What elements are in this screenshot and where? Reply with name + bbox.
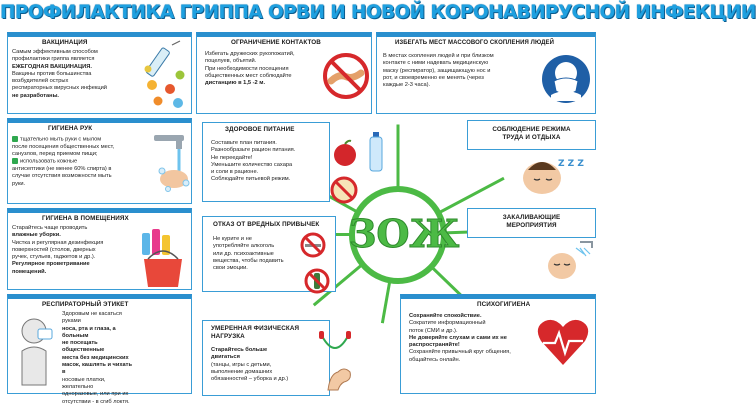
check-icon: [12, 158, 18, 164]
text-line: влажные уборки.: [12, 232, 61, 239]
poster-title: ПРОФИЛАКТИКА ГРИППА ОРВИ И НОВОЙ КОРОНАВИРУСНОЙ ИНФЕКЦИИ: [0, 2, 756, 23]
text-line: (танцы, игры с детьми,: [211, 361, 272, 368]
text-line: Составьте план питания.: [211, 140, 277, 146]
card-heading: ИЗБЕГАТЬ МЕСТ МАССОВОГО СКОПЛЕНИЯ ЛЮДЕЙ: [395, 40, 555, 46]
sleeping-face-icon: [520, 152, 584, 196]
card-regime: [467, 120, 596, 150]
card-heading-line: НАГРУЗКА: [211, 333, 245, 340]
apple-icon: [330, 138, 360, 168]
text-line: ЕЖЕГОДНАЯ ВАКЦИНАЦИЯ.: [12, 63, 92, 70]
text-line: распространяйте!: [409, 342, 460, 349]
syringe-virus-icon: [140, 41, 192, 113]
text-line: Не доверяйте слухам и сами их не: [409, 334, 507, 341]
card-text: [8, 223, 132, 276]
card-heading-line: ТРУДА И ОТДЫХА: [502, 134, 561, 141]
text-line: отсутствии - в сгиб локтя.: [62, 398, 130, 405]
text-line: свои эмоции.: [213, 265, 248, 272]
card-heading: ОТКАЗ ОТ ВРЕДНЫХ ПРИВЫЧЕК: [213, 221, 320, 228]
heart-pulse-icon: [535, 313, 591, 369]
text-line: общественных мест соблюдайте: [205, 72, 292, 79]
text-line: маску (респиратор), защищающую нос и: [383, 67, 491, 74]
text-line: Сохраняйте спокойствие.: [409, 313, 482, 319]
text-span: использовать кожные: [20, 158, 78, 165]
card-heading: ГИГИЕНА РУК: [48, 125, 93, 132]
text-line: поцелуев, объятий.: [205, 58, 257, 65]
text-line: ручек, стульев, гаджетов и др.).: [12, 254, 96, 261]
text-line: дистанцию в 1,5 -2 м.: [205, 80, 266, 87]
text-line: выполнение домашних: [211, 368, 273, 375]
card-vaccination: [7, 32, 192, 114]
card-text: [203, 341, 295, 383]
text-line: Регулярное проветривание: [12, 261, 90, 268]
card-text: [377, 47, 537, 89]
check-icon: [12, 136, 18, 142]
text-line: помещений.: [12, 268, 47, 275]
sneezing-person-icon: [12, 315, 60, 391]
text-line: рот, и своевременно ее менять (через: [383, 74, 484, 81]
text-line: поверхностей (столов, дверных: [12, 246, 96, 253]
text-line: [12, 158, 146, 166]
card-healthy-food: [202, 122, 330, 202]
text-line: санузлов, перед приемом пищи;: [12, 151, 98, 158]
text-line: руки.: [12, 180, 26, 187]
water-bottle-icon: [368, 132, 384, 172]
text-span: тщательно мыть руки с мылом: [20, 136, 102, 143]
text-line: не разработаны.: [12, 92, 60, 99]
face-mask-icon: [541, 51, 591, 107]
text-line: Старайтесь больше двигаться: [211, 347, 268, 361]
no-smoking-icon: [300, 232, 326, 258]
zzz-label: Z Z Z: [558, 159, 584, 169]
card-heading: РЕСПИРАТОРНЫЙ ЭТИКЕТ: [42, 301, 129, 308]
text-line: Самым эффективным способом: [12, 49, 98, 55]
text-line: Уменьшите количество сахара: [211, 161, 293, 168]
text-line: носовые платки, желательно: [62, 376, 106, 390]
text-line: вещества, чтобы подавить: [213, 257, 284, 264]
card-hardening: [467, 208, 596, 238]
card-psycho: [400, 294, 596, 394]
card-physical: [202, 320, 330, 396]
card-heading: ПСИХОГИГИЕНА: [477, 301, 531, 308]
card-heading: ВАКЦИНАЦИЯ: [42, 39, 88, 46]
no-junk-food-icon: [330, 176, 358, 204]
text-line: Вакцины против большинства: [12, 70, 92, 77]
card-text: [8, 133, 146, 188]
card-heading-line: УМЕРЕННАЯ ФИЗИЧЕСКАЯ: [211, 325, 300, 332]
card-contact-limit: [196, 32, 372, 114]
shower-person-icon: [540, 240, 596, 284]
text-line: Соблюдайте питьевой режим.: [211, 176, 291, 183]
text-line: случае отсутствия возможности мыть: [12, 173, 112, 180]
text-line: не посещать общественные: [62, 340, 105, 354]
card-text: [203, 229, 295, 272]
text-line: антисептики (не менее 60% спирта) в: [12, 166, 112, 173]
text-line: после посещения общественных мест,: [12, 143, 115, 150]
zozh-label: ЗОЖ: [349, 211, 460, 256]
bicep-icon: [324, 362, 354, 394]
text-line: поток (СМИ и др.).: [409, 327, 458, 334]
text-line: Сократите информационный: [409, 320, 486, 327]
card-text: [197, 47, 317, 87]
text-line: каждые 2-3 часа).: [383, 82, 431, 89]
text-line: Здоровым не касаться руками: [62, 311, 122, 325]
card-resp-etiquette: [7, 294, 192, 405]
text-line: употребляйте алкоголь: [213, 243, 275, 250]
text-line: и соли в рационе.: [211, 169, 259, 176]
text-line: профилактики гриппа является: [12, 56, 95, 63]
text-line: носа, рта и глаза, а больным: [62, 325, 116, 339]
text-line: Разнообразьте рацион питания.: [211, 147, 296, 154]
card-text: [401, 309, 531, 364]
text-line: В местах скопления людей и при близком: [383, 53, 494, 59]
card-avoid-crowds: [376, 32, 596, 114]
text-line: возбудителей острых: [12, 78, 69, 85]
card-text: [8, 47, 136, 100]
cleaning-bucket-icon: [136, 225, 190, 291]
card-hand-hygiene: [7, 118, 192, 204]
no-alcohol-icon: [304, 268, 330, 294]
text-line: обязанностей – уборка и др.): [211, 376, 289, 383]
text-line: места без медицинских: [62, 354, 129, 361]
card-text: [203, 134, 329, 184]
card-heading-line: МЕРОПРИЯТИЯ: [506, 222, 557, 229]
text-line: Старайтесь чаще проводить: [12, 225, 88, 231]
text-line: контакте с ними надевать медицинскую: [383, 60, 489, 67]
card-heading: ОГРАНИЧЕНИЕ КОНТАКТОВ: [231, 39, 321, 46]
faucet-handwash-icon: [148, 131, 192, 201]
jump-rope-icon: [318, 330, 352, 360]
card-heading-line: ЗАКАЛИВАЮЩИЕ: [502, 214, 561, 221]
text-line: Не переедайте!: [211, 154, 253, 161]
text-line: Сохраняйте привычный круг общения,: [409, 349, 511, 356]
text-line: При необходимости посещения: [205, 65, 289, 72]
text-line: Чистка и регулярная дезинфекция: [12, 239, 104, 246]
card-heading-line: СОБЛЮДЕНИЕ РЕЖИМА: [492, 126, 571, 133]
text-line: респираторных вирусных инфекций: [12, 85, 107, 92]
card-room-hygiene: [7, 208, 192, 290]
text-line: общайтесь онлайн.: [409, 356, 461, 363]
text-line: одноразовые, или при их: [62, 391, 129, 398]
text-line: Не курите и не: [213, 236, 252, 242]
no-handshake-icon: [323, 51, 369, 101]
card-heading: ГИГИЕНА В ПОМЕЩЕНИЯХ: [42, 215, 129, 222]
text-line: или др. психоактивные: [213, 250, 274, 257]
text-line: Избегать дружеских рукопожатий,: [205, 51, 295, 57]
text-line: масок, кашлять и чихать в: [62, 362, 132, 376]
card-heading: ЗДОРОВОЕ ПИТАНИЕ: [225, 126, 295, 133]
text-line: [12, 136, 146, 144]
